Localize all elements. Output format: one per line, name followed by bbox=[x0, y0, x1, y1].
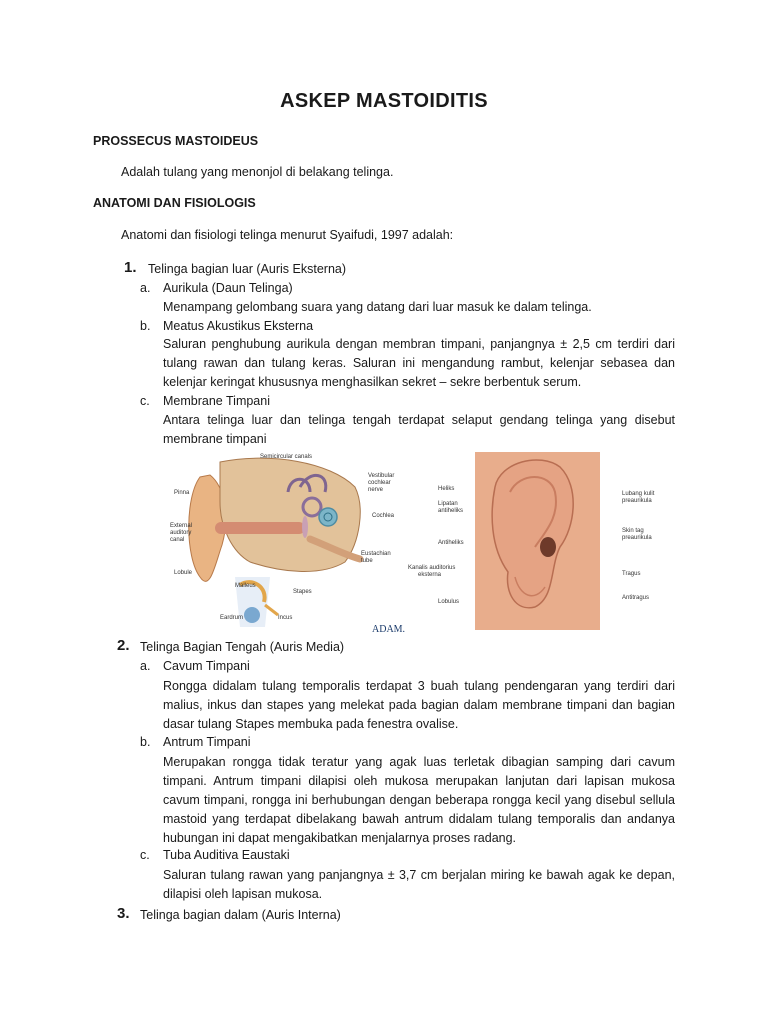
label-antiheliks: Antiheliks bbox=[438, 540, 464, 546]
label-nerve: nerve bbox=[368, 487, 384, 493]
list-body-2b: Merupakan rongga tidak teratur yang agak luas terletak dibagian samping dari cavum timpani. Antrum timpani dilapisi oleh mukosa merupakan lanjutan dari lapisan mukosa cavum timpani, rongga ini berhubungan dengan beberapa rongga kecil yang disebul sellula mastoid yang terdapat dibelakang bawah antrum didalam tulang temporalis dan andanya hubungan ini dapat mengakibatkan menjalarnya proses radang. bbox=[163, 755, 675, 845]
label-stapes: Stapes bbox=[293, 589, 312, 595]
list-body-1c: Antara telinga luar dan telinga tengah terdapat selaput gendang telinga yang disebut membrane timpani bbox=[163, 413, 675, 446]
external-ear-photo bbox=[475, 452, 600, 630]
list-letter-1a: a. bbox=[140, 281, 151, 295]
ear-anatomy-figure bbox=[160, 447, 655, 635]
label-skin-tag-2: preaurikula bbox=[622, 535, 652, 541]
list-letter-2c: c. bbox=[140, 848, 150, 862]
list-number-3: 3. bbox=[117, 905, 130, 922]
list-title-1a: Aurikula (Daun Telinga) bbox=[163, 281, 293, 295]
label-semicircular: Semicircular canals bbox=[260, 454, 313, 460]
adam-logo: ADAM. bbox=[372, 624, 406, 635]
label-lubang-1: Lubang kulit bbox=[622, 491, 655, 497]
label-tragus: Tragus bbox=[622, 571, 641, 577]
label-lubang-2: preaurikula bbox=[622, 498, 652, 504]
list-label-2: Telinga Bagian Tengah (Auris Media) bbox=[140, 640, 345, 654]
label-lobule: Lobule bbox=[174, 570, 193, 576]
label-incus: Incus bbox=[278, 615, 293, 621]
section-text-prossecus: Adalah tulang yang menonjol di belakang telinga. bbox=[121, 165, 394, 179]
label-vestibular: Vestibular bbox=[368, 473, 395, 479]
section-heading-prossecus: PROSSECUS MASTOIDEUS bbox=[93, 134, 259, 148]
label-kanalis-1: Kanalis auditorius bbox=[408, 565, 456, 571]
label-skin-tag-1: Skin tag bbox=[622, 528, 644, 534]
list-title-2c: Tuba Auditiva Eaustaki bbox=[163, 848, 290, 862]
list-letter-2a: a. bbox=[140, 659, 151, 673]
label-malleus: Malleus bbox=[235, 583, 256, 589]
list-body-2c: Saluran tulang rawan yang panjangnya ± 3,7 cm berjalan miring ke bawah agak ke depan, dilapisi oleh lapisan mukosa. bbox=[163, 868, 675, 901]
list-letter-2b: b. bbox=[140, 735, 151, 749]
label-kanalis-2: eksterna bbox=[418, 572, 442, 578]
list-title-1b: Meatus Akustikus Eksterna bbox=[163, 319, 314, 333]
list-number-2: 2. bbox=[117, 637, 130, 654]
list-body-2a: Rongga didalam tulang temporalis terdapat 3 buah tulang pendengaran yang terdiri dari malius, inkus dan stapes yang melekat pada bagian dalam membrane timpani dan bagian dasar tulang Stapes membuka pada fenestra ovalise. bbox=[163, 679, 675, 731]
label-external-2: auditory bbox=[170, 530, 192, 536]
label-external-1: External bbox=[170, 523, 193, 529]
list-title-2b: Antrum Timpani bbox=[163, 735, 251, 749]
label-eustachian-1: Eustachian bbox=[361, 551, 391, 557]
label-eardrum: Eardrum bbox=[220, 615, 244, 621]
section-intro-anatomi: Anatomi dan fisiologi telinga menurut Syaifudi, 1997 adalah: bbox=[121, 228, 454, 242]
list-title-1c: Membrane Timpani bbox=[163, 394, 270, 408]
label-pinna: Pinna bbox=[174, 490, 190, 496]
ear-cross-section-diagram bbox=[189, 458, 360, 627]
list-body-1b: Saluran penghubung aurikula dengan membran timpani, panjangnya ± 2,5 cm terdiri dari tulang rawan dan tulang keras. Saluran ini mengandung rambut, kelenjar sebasea dan kelenjar keringat khususnya menghasilkan sekret – sekre berbentuk serum. bbox=[163, 337, 675, 389]
label-antitragus: Antitragus bbox=[622, 595, 650, 601]
list-number-1: 1. bbox=[124, 259, 137, 276]
label-heliks: Heliks bbox=[438, 486, 455, 492]
list-label-1: Telinga bagian luar (Auris Eksterna) bbox=[148, 262, 347, 276]
label-lipatan-2: antiheliks bbox=[438, 508, 464, 514]
list-title-2a: Cavum Timpani bbox=[163, 659, 250, 673]
section-heading-anatomi: ANATOMI DAN FISIOLOGIS bbox=[93, 196, 256, 210]
label-lobulus: Lobulus bbox=[438, 599, 460, 605]
label-cochlear: cochlear bbox=[368, 480, 391, 486]
list-letter-1c: c. bbox=[140, 394, 150, 408]
label-cochlea: Cochlea bbox=[372, 513, 395, 519]
list-body-1a: Menampang gelombang suara yang datang dari luar masuk ke dalam telinga. bbox=[163, 300, 592, 314]
label-lipatan-1: Lipatan bbox=[438, 501, 458, 507]
list-label-3: Telinga bagian dalam (Auris Interna) bbox=[140, 908, 341, 922]
label-external-3: canal bbox=[170, 537, 185, 543]
document-title: ASKEP MASTOIDITIS bbox=[280, 90, 488, 112]
list-letter-1b: b. bbox=[140, 319, 151, 333]
label-eustachian-2: tube bbox=[361, 558, 373, 564]
